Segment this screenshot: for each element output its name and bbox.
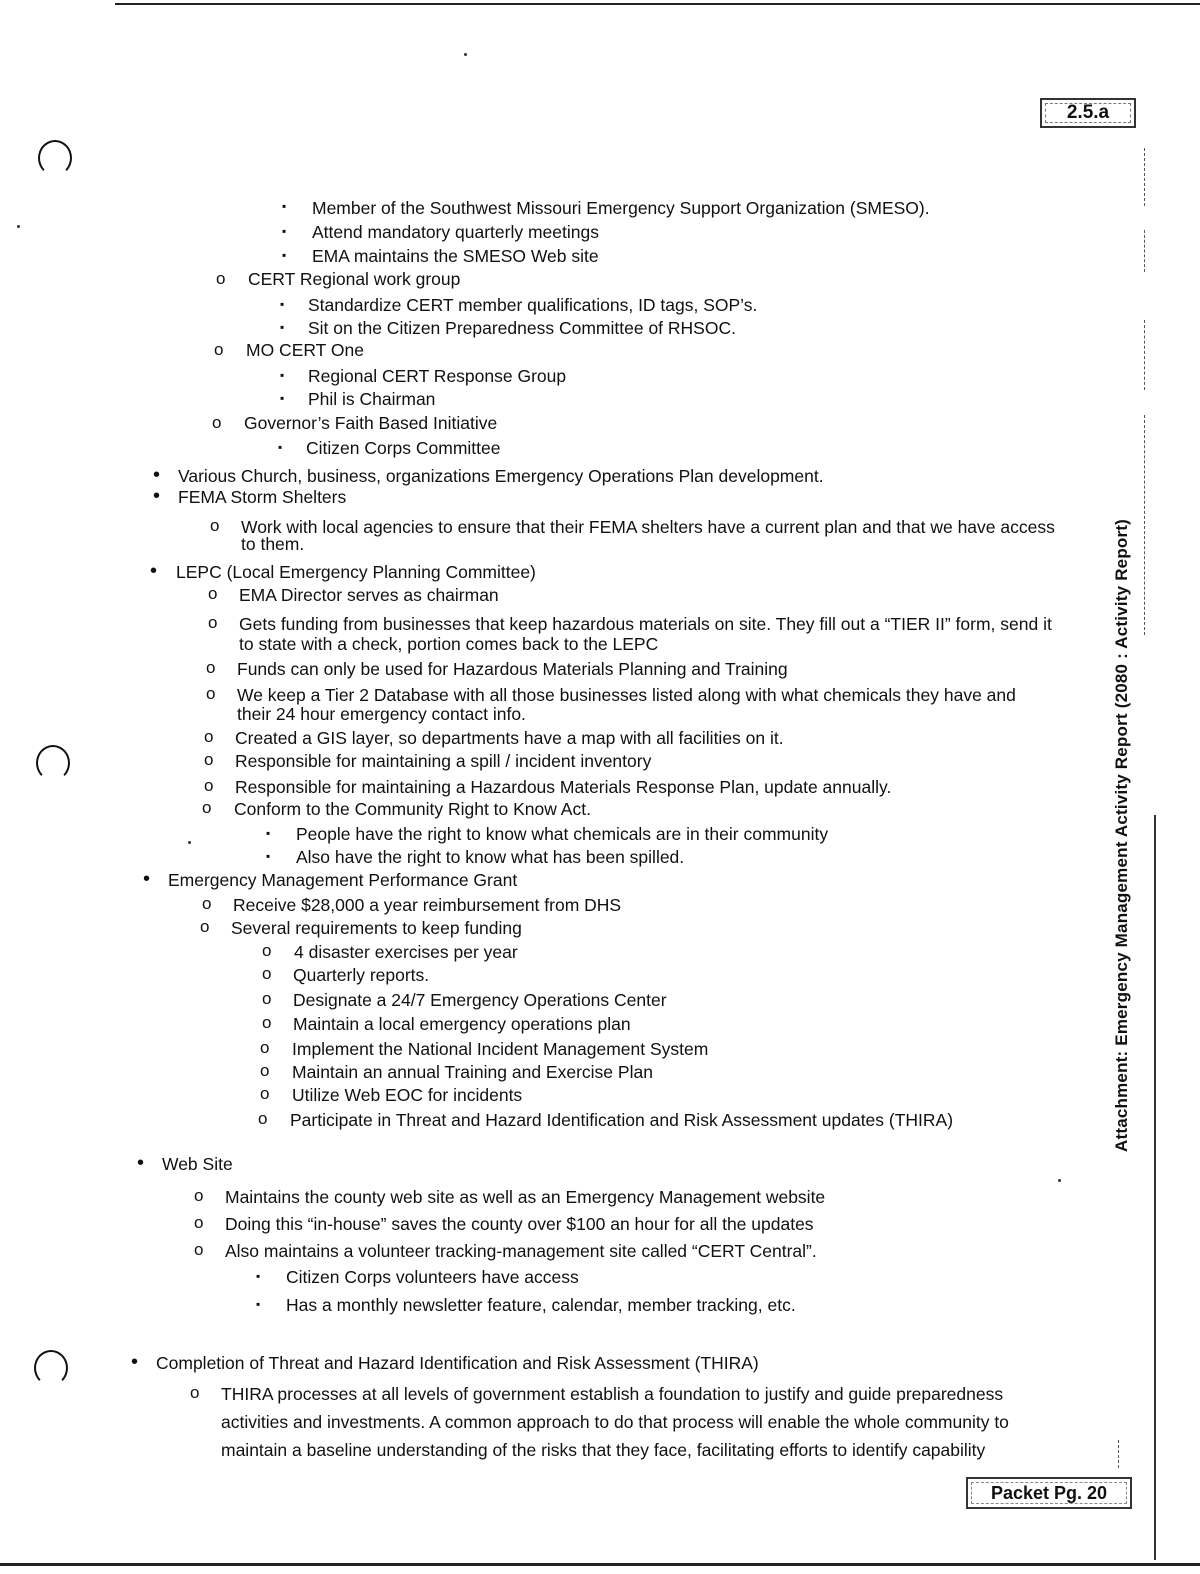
bullet-icon: o — [262, 941, 272, 960]
list-item: Gets funding from businesses that keep hazardous materials on site. They fill out a “TIER II” form, send it — [239, 614, 1052, 634]
list-item: FEMA Storm Shelters — [178, 487, 347, 507]
list-item: Several requirements to keep funding — [231, 918, 522, 938]
bullet-icon: ▪ — [256, 1297, 261, 1311]
list-item: Citizen Corps volunteers have access — [286, 1267, 579, 1287]
list-item: Regional CERT Response Group — [308, 366, 567, 386]
list-item: Receive $28,000 a year reimbursement from DHS — [233, 895, 622, 915]
bullet-icon: o — [194, 1240, 204, 1259]
bullet-icon: ▪ — [280, 297, 285, 311]
list-item: Attend mandatory quarterly meetings — [312, 222, 599, 242]
bullet-icon: o — [262, 964, 272, 983]
bullet-icon: o — [210, 516, 220, 535]
list-item: Maintain an annual Training and Exercise Plan — [292, 1062, 653, 1082]
scan-margin-mark — [1144, 415, 1146, 635]
attachment-sidebar-label: Attachment: Emergency Management Activity Report (2080 : Activity Report) — [1112, 518, 1131, 1152]
bullet-icon: o — [208, 584, 218, 603]
list-item: Various Church, business, organizations Emergency Operations Plan development. — [178, 466, 824, 486]
list-item: Citizen Corps Committee — [306, 438, 501, 458]
bullet-icon: o — [202, 798, 212, 817]
bullet-icon: • — [153, 485, 161, 507]
bullet-icon: o — [216, 269, 226, 288]
scan-margin-mark — [1118, 1440, 1120, 1468]
bullet-icon: o — [262, 1013, 272, 1032]
list-item: LEPC (Local Emergency Planning Committee) — [176, 562, 536, 582]
bullet-icon: o — [204, 776, 214, 795]
scan-margin-mark — [1144, 320, 1146, 390]
list-item: EMA Director serves as chairman — [239, 585, 499, 605]
bullet-icon: o — [204, 727, 214, 746]
list-item-continuation: to them. — [241, 534, 305, 554]
bullet-icon: • — [150, 560, 158, 582]
bullet-icon: ▪ — [282, 199, 287, 213]
binder-hole-icon — [36, 745, 70, 781]
list-item: Doing this “in-house” saves the county over $100 an hour for all the updates — [225, 1214, 814, 1234]
list-item: Also have the right to know what has been spilled. — [296, 847, 685, 867]
scan-speck — [1058, 1179, 1061, 1182]
bullet-icon: o — [262, 989, 272, 1008]
list-item: Quarterly reports. — [293, 965, 430, 985]
scan-speck — [188, 841, 191, 844]
scan-speck — [464, 53, 467, 56]
list-item: Emergency Management Performance Grant — [168, 870, 518, 890]
bullet-icon: ▪ — [266, 849, 271, 863]
list-item: Designate a 24/7 Emergency Operations Center — [293, 990, 667, 1010]
bullet-icon: ▪ — [280, 391, 285, 405]
bullet-icon: • — [153, 464, 161, 486]
list-item: Conform to the Community Right to Know Act. — [234, 799, 591, 819]
list-item: MO CERT One — [246, 340, 364, 360]
list-item: Completion of Threat and Hazard Identification and Risk Assessment (THIRA) — [156, 1353, 759, 1373]
bullet-icon: ▪ — [266, 826, 271, 840]
bullet-icon: • — [143, 868, 151, 890]
packet-page-label: Packet Pg. 20 — [966, 1477, 1132, 1509]
list-item-continuation: to state with a check, portion comes back to the LEPC — [239, 634, 659, 654]
list-item: Phil is Chairman — [308, 389, 436, 409]
list-item: Maintains the county web site as well as an Emergency Management website — [225, 1187, 826, 1207]
bullet-icon: o — [206, 658, 216, 677]
bullet-icon: o — [260, 1038, 270, 1057]
bullet-icon: • — [131, 1351, 139, 1373]
bullet-icon: o — [208, 613, 218, 632]
list-item: EMA maintains the SMESO Web site — [312, 246, 599, 266]
bullet-icon: ▪ — [256, 1269, 261, 1283]
page-tag: 2.5.a — [1040, 98, 1136, 128]
list-item-continuation: their 24 hour emergency contact info. — [237, 704, 526, 724]
list-item: Member of the Southwest Missouri Emergency Support Organization (SMESO). — [312, 198, 930, 218]
list-item-continuation: maintain a baseline understanding of the risks that they face, facilitating efforts to identify capability — [221, 1440, 986, 1460]
bullet-icon: o — [206, 684, 216, 703]
list-item: Funds can only be used for Hazardous Materials Planning and Training — [237, 659, 788, 679]
list-item: Maintain a local emergency operations plan — [293, 1014, 631, 1034]
binder-hole-icon — [38, 140, 72, 176]
scan-margin-mark — [1144, 230, 1146, 272]
list-item: We keep a Tier 2 Database with all those businesses listed along with what chemicals they have and — [237, 685, 1016, 705]
list-item: Utilize Web EOC for incidents — [292, 1085, 523, 1105]
bullet-icon: o — [200, 917, 210, 936]
bullet-icon: o — [190, 1383, 200, 1402]
list-item: CERT Regional work group — [248, 269, 461, 289]
bullet-icon: ▪ — [278, 440, 283, 454]
bullet-icon: o — [260, 1084, 270, 1103]
list-item: Standardize CERT member qualifications, ID tags, SOP’s. — [308, 295, 758, 315]
bullet-icon: ▪ — [282, 248, 287, 262]
bullet-icon: ▪ — [280, 320, 285, 334]
bottom-rule — [0, 1563, 1200, 1566]
bullet-icon: o — [214, 340, 224, 359]
top-rule — [115, 3, 1200, 5]
list-item: THIRA processes at all levels of government establish a foundation to justify and guide preparedness — [221, 1384, 1004, 1404]
list-item: Governor’s Faith Based Initiative — [244, 413, 498, 433]
list-item: Also maintains a volunteer tracking-management site called “CERT Central”. — [225, 1241, 817, 1261]
binder-hole-icon — [34, 1350, 68, 1386]
list-item: People have the right to know what chemicals are in their community — [296, 824, 829, 844]
list-item: Participate in Threat and Hazard Identification and Risk Assessment updates (THIRA) — [290, 1110, 954, 1130]
bullet-icon: • — [137, 1152, 145, 1174]
bullet-icon: ▪ — [280, 368, 285, 382]
bullet-icon: ▪ — [282, 224, 287, 238]
list-item: Has a monthly newsletter feature, calendar, member tracking, etc. — [286, 1295, 796, 1315]
list-item: Responsible for maintaining a Hazardous Materials Response Plan, update annually. — [235, 777, 892, 797]
list-item: Sit on the Citizen Preparedness Committee of RHSOC. — [308, 318, 736, 338]
list-item: Created a GIS layer, so departments have a map with all facilities on it. — [235, 728, 784, 748]
scan-speck — [17, 225, 20, 228]
bullet-icon: o — [202, 894, 212, 913]
bullet-icon: o — [258, 1109, 268, 1128]
list-item: Web Site — [162, 1154, 233, 1174]
list-item: Responsible for maintaining a spill / incident inventory — [235, 751, 652, 771]
bullet-icon: o — [260, 1061, 270, 1080]
list-item-continuation: activities and investments. A common approach to do that process will enable the whole community to — [221, 1412, 1009, 1432]
bullet-icon: o — [194, 1213, 204, 1232]
list-item: Implement the National Incident Management System — [292, 1039, 709, 1059]
list-item: Work with local agencies to ensure that their FEMA shelters have a current plan and that we have access — [241, 517, 1055, 537]
list-item: 4 disaster exercises per year — [294, 942, 518, 962]
bullet-icon: o — [204, 750, 214, 769]
bullet-icon: o — [194, 1186, 204, 1205]
right-margin-rule — [1154, 815, 1156, 1560]
scan-margin-mark — [1144, 148, 1146, 206]
bullet-icon: o — [212, 413, 222, 432]
